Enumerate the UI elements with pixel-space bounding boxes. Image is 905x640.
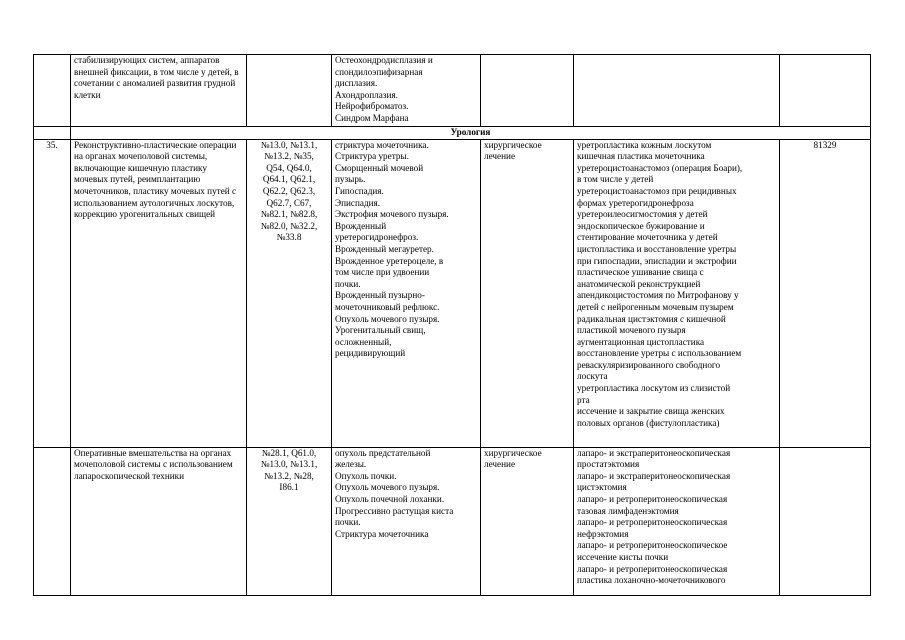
cell-name: Оперативные вмешательства на органах мочеполовой системы с использованием лапароскопической техники (71, 447, 247, 595)
code-line: Q62.7, C67, (266, 197, 312, 208)
diagnosis-line: Врожденное уретероцеле, в (335, 255, 444, 266)
method-line: лоскута (577, 371, 608, 382)
method-line: половых органов (фистулопластика) (577, 417, 720, 428)
code-line: I86.1 (279, 482, 299, 493)
cell-name: стабилизирующих систем, аппаратов внешней фиксации, в том числе у детей, в сочетании с аномалией развития грудной клетки (71, 55, 247, 127)
method-line: уретропластика лоскутом из слизистой (577, 383, 731, 394)
cell-diagnoses (332, 139, 481, 447)
cell-treatment: хирургическое лечение (481, 139, 574, 447)
method-line: апендикоцистостомия по Митрофанову у (577, 290, 739, 301)
diagnosis-line: Стриктура уретры. (335, 151, 409, 162)
cell-number (34, 55, 71, 127)
code-line: №13.0, №13.1, (260, 459, 318, 470)
method-line: при гипоспадии, эписпадии и экстрофии (577, 255, 737, 266)
method-line: аугментационная цистопластика (577, 336, 705, 347)
method-line: простатэктомия (577, 459, 640, 470)
table-row-continued (34, 55, 871, 127)
cell-diagnoses (332, 55, 481, 127)
diagnosis-line: железы. (335, 459, 367, 470)
method-line: в том числе у детей (577, 174, 654, 185)
method-line: кишечная пластика мочеточника (577, 151, 705, 162)
cell-treatment (481, 55, 574, 127)
code-line: №82.0, №32.2, (260, 220, 318, 231)
method-line: лапаро- и ретроперитонеоскопическая (577, 563, 728, 574)
cell-codes (247, 55, 332, 127)
method-line: цистэктомия (577, 482, 627, 493)
diagnosis-line: Опухоль мочевого пузыря. (335, 313, 440, 324)
method-line: эндоскопическое бужирование и (577, 220, 705, 231)
diagnosis-line: Гипоспадия. (335, 185, 384, 196)
cell-methods (574, 447, 780, 595)
method-line: иссечение и закрытие свища женских (577, 406, 725, 417)
diagnosis-line: Ахондроплазия. (335, 89, 398, 100)
row-number: 35. (34, 139, 71, 447)
diagnosis-line: Врожденный мегауретер. (335, 243, 434, 254)
diagnosis-line: опухоль предстательной (335, 447, 431, 458)
method-line: лапаро- и ретроперитонеоскопическая (577, 517, 728, 528)
diagnosis-line: Сморщенный мочевой (335, 162, 424, 173)
method-line: радикальная цистэктомия с кишечной (577, 313, 726, 324)
diagnosis-line: почки. (335, 517, 361, 528)
method-line: пластикой мочевого пузыря (577, 325, 686, 336)
code-line: №33.8 (276, 232, 302, 243)
table-row-laparoscopic (34, 447, 871, 595)
method-line: тазовая лимфаденэктомия (577, 505, 679, 516)
code-line: Q62.2, Q62.3, (262, 185, 316, 196)
method-line: лапаро- и экстраперитонеоскопическая (577, 447, 731, 458)
diagnosis-line: том числе при удвоении (335, 267, 430, 278)
medical-care-table (33, 54, 871, 596)
method-line: лапаро- и ретроперитонеоскопическое (577, 540, 728, 551)
method-line: детей с нейрогенным мочевым пузырем (577, 301, 734, 312)
method-line: анатомической реконструкцией (577, 278, 701, 289)
cell-methods (574, 55, 780, 127)
method-line: уретропластика кожным лоскутом (577, 139, 712, 150)
cell-codes (247, 139, 332, 447)
code-line: №82.1, №82.8, (260, 209, 318, 220)
diagnosis-line: Остеохондродисплазия и (335, 55, 433, 65)
diagnosis-line: стриктура мочеточника. (335, 139, 429, 150)
cell-codes (247, 447, 332, 595)
diagnosis-line: Опухоль почки. (335, 470, 397, 481)
cell-treatment: хирургическое лечение (481, 447, 574, 595)
cell-name: Реконструктивно-пластические операции на органах мочеполовой системы, включающие кишечную пластику мочевых путей, реимплантацию мочеточников, пластику мочевых путей с использованием аутологичных лоскутов, коррекцию урогенитальных свищей (71, 139, 247, 447)
section-row (34, 127, 871, 140)
diagnosis-line: дисплазия. (335, 78, 378, 89)
diagnosis-line: Опухоль мочевого пузыря. (335, 482, 440, 493)
method-line: иссечение кисты почки (577, 551, 669, 562)
method-line: стентирование мочеточника у детей (577, 232, 718, 243)
cell-number (34, 447, 71, 595)
method-line: реваскуляризированного свободного (577, 359, 721, 370)
method-line: уретероилеосигмостомия у детей (577, 209, 708, 220)
cell-methods (574, 139, 780, 447)
method-line: рта (577, 394, 590, 405)
section-title: Урология (71, 127, 871, 140)
diagnosis-line: Опухоль почечной лоханки. (335, 493, 445, 504)
diagnosis-line: Эписпадия. (335, 197, 381, 208)
diagnosis-line: Синдром Марфана (335, 112, 409, 123)
diagnosis-line: Экстрофия мочевого пузыря. (335, 209, 449, 220)
diagnosis-line: Нейрофиброматоз. (335, 101, 409, 112)
code-line: Q54, Q64.0, (266, 162, 312, 173)
diagnosis-line: рецидивирующий (335, 348, 406, 359)
cell-cost (780, 447, 871, 595)
method-line: пластическое ушивание свища с (577, 267, 704, 278)
table-row-35 (34, 139, 871, 447)
diagnosis-line: Врожденный (335, 220, 387, 231)
method-line: уретероцистоанастомоз (операция Боари), (577, 162, 743, 173)
cell-number (34, 127, 71, 140)
cell-diagnoses (332, 447, 481, 595)
code-line: №28.1, Q61.0, (261, 447, 317, 458)
diagnosis-line: спондилоэпифизарная (335, 66, 423, 77)
diagnosis-line: Врожденный пузырно- (335, 290, 425, 301)
code-line: №13.2, №28, (264, 470, 314, 481)
method-line: восстановление уретры с использованием (577, 348, 742, 359)
diagnosis-line: осложненный, (335, 336, 392, 347)
method-line: лапаро- и экстраперитонеоскопическая (577, 470, 731, 481)
diagnosis-line: почки. (335, 278, 361, 289)
code-line: Q64.1, Q62.1, (262, 174, 316, 185)
method-line: формах уретерогидронефроза (577, 197, 694, 208)
method-line: цистопластика и восстановление уретры (577, 243, 737, 254)
diagnosis-line: Стриктура мочеточника (335, 528, 429, 539)
diagnosis-line: Урогенитальный свищ, (335, 325, 426, 336)
method-line: уретероцистоанастомоз при рецидивных (577, 185, 737, 196)
diagnosis-line: пузырь. (335, 174, 366, 185)
cell-cost: 81329 (780, 139, 871, 447)
code-line: №13.2, №35, (264, 151, 314, 162)
method-line: лапаро- и ретроперитонеоскопическая (577, 493, 728, 504)
diagnosis-line: Прогрессивно растущая киста (335, 505, 454, 516)
diagnosis-line: уретерогидронефроз. (335, 232, 419, 243)
method-line: пластика лоханочно-мочеточникового (577, 575, 726, 586)
method-line: нефрэктомия (577, 528, 629, 539)
code-line: №13.0, №13.1, (260, 139, 318, 150)
diagnosis-line: мочеточниковый рефлюкс. (335, 301, 440, 312)
cell-cost (780, 55, 871, 127)
